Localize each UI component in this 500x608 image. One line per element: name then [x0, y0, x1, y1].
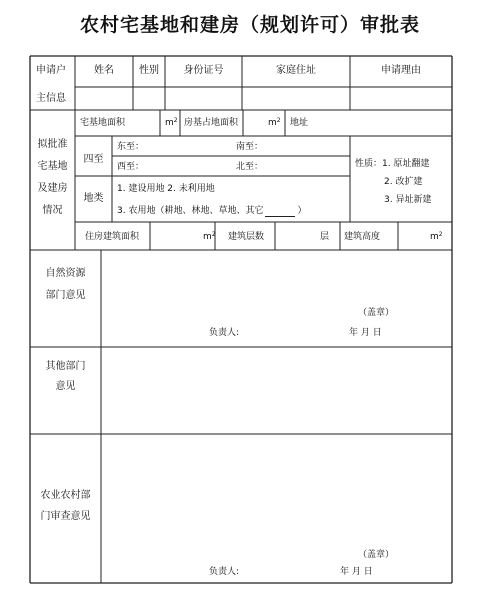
building-area-label: 住房建筑面积: [85, 232, 140, 242]
location-label: 地址: [290, 118, 309, 128]
resources-seal: （盖章）: [358, 308, 395, 318]
homestead-area-label: 宅基地面积: [80, 118, 126, 128]
land-type-label: 地类: [83, 193, 104, 204]
header-home-address: 家庭住址: [276, 65, 316, 76]
homestead-area-unit: $m^2$: [165, 117, 178, 128]
agri-date: 年 月 日: [340, 567, 373, 577]
agri-label-line2: 门审查意见: [40, 511, 91, 522]
applicant-label-line1: 申请户: [36, 65, 66, 76]
header-id-number: 身份证号: [183, 65, 224, 76]
plan-label-line2: 宅基地: [37, 161, 68, 172]
plan-label-line3: 及建房: [37, 183, 68, 194]
other-label-line2: 意见: [55, 381, 76, 392]
resources-label-line1: 自然资源: [45, 268, 86, 279]
height-label: 建筑高度: [344, 232, 381, 242]
building-area-unit: $m^2$: [203, 231, 216, 242]
south-label: 南至：: [236, 142, 264, 152]
plan-label-line1: 拟批准: [37, 139, 68, 150]
resources-responsible-label: 负责人:: [209, 328, 240, 338]
resources-label-line2: 部门意见: [45, 290, 86, 301]
other-label-line1: 其他部门: [45, 361, 86, 372]
nature-option-3: 3. 异址新建: [384, 195, 432, 205]
applicant-label-line2: 主信息: [36, 93, 66, 104]
plan-label-line4: 情况: [42, 205, 63, 216]
east-label: 东至：: [117, 142, 145, 152]
boundaries-label: 四至: [83, 154, 104, 165]
height-unit: $m^2$: [430, 231, 443, 242]
north-label: 北至：: [236, 162, 264, 172]
west-label: 西至：: [117, 162, 145, 172]
footprint-area-unit: $m^2$: [268, 117, 281, 128]
land-type-options-line2: 3. 农用地（耕地、林地、草地、其它 ）: [117, 206, 307, 216]
nature-option-2: 2. 改扩建: [384, 177, 423, 187]
floors-unit: 层: [320, 232, 330, 242]
header-gender: 性别: [139, 65, 159, 76]
floors-label: 建筑层数: [228, 232, 265, 242]
header-application-reason: 申请理由: [381, 65, 421, 76]
agri-responsible-label: 负责人:: [209, 567, 240, 577]
nature-option-1: 性质：1. 原址翻建: [355, 159, 430, 169]
header-name: 姓名: [94, 65, 114, 76]
form-title: 农村宅基地和建房（规划许可）审批表: [79, 14, 420, 36]
footprint-area-label: 房基占地面积: [184, 118, 239, 128]
resources-date: 年 月 日: [349, 328, 382, 338]
agri-label-line1: 农业农村部: [40, 490, 91, 501]
other-fill-blank: [265, 206, 295, 217]
agri-seal: （盖章）: [358, 550, 395, 560]
land-type-options-line1: 1. 建设用地 2. 未利用地: [117, 184, 215, 194]
